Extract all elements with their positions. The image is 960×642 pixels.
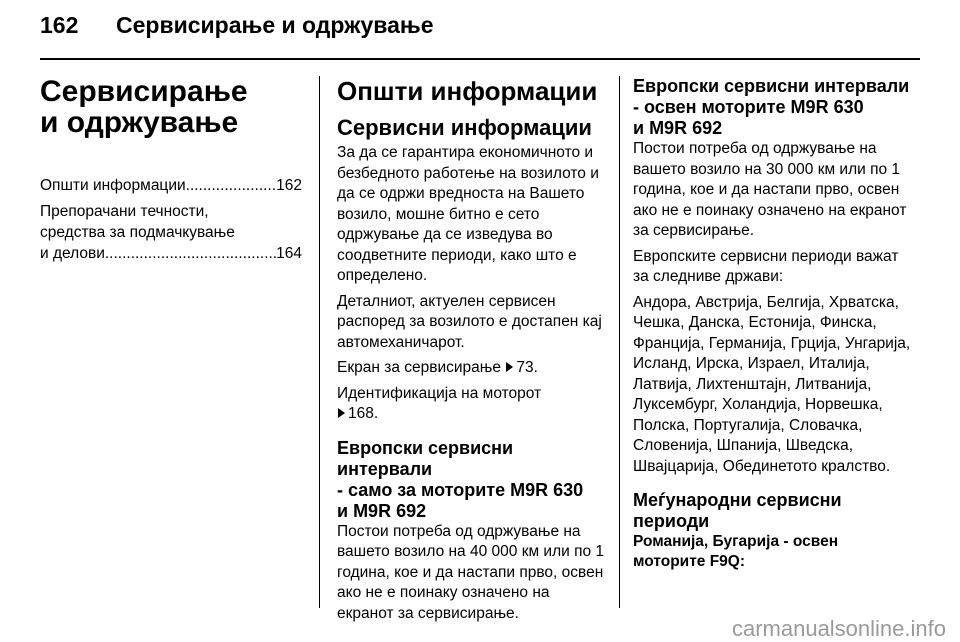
- running-title: Сервисирање и одржување: [116, 12, 434, 38]
- cross-reference-paragraph: Идентификација на моторот 168.: [337, 384, 542, 422]
- page-number: 162: [40, 12, 79, 38]
- toc-entry-label: Општи информации: [40, 177, 186, 194]
- column-divider-2: [619, 76, 620, 608]
- general-info-column: [337, 76, 607, 629]
- column-divider-1: [319, 76, 320, 608]
- paragraph: Постои потреба од одржување на вашето возило на 40 000 км или по 1 година, кое и да настапи прво, освен ако не е поинаку означено на екранот за сервисирање.: [337, 522, 605, 622]
- subsection-heading: Сервисни информации: [337, 115, 592, 140]
- paragraph: За да се гарантира економичното и безбедното работење на возилото и да се одржи вредноста на Вашето возило, мошне битно е сето одржување да се изведува во соодветните периоди, како што е определено.: [337, 144, 599, 284]
- paragraph: Европските сервисни периоди важат за следниве држави:: [633, 247, 899, 285]
- page-reference-link[interactable]: 73.: [516, 359, 538, 376]
- section-heading: Европски сервисни интервали - освен моторите M9R 630 и M9R 692: [633, 76, 910, 138]
- toc-leader: [186, 175, 276, 196]
- section-heading: Општи информации: [337, 76, 598, 106]
- page-reference-link[interactable]: 168.: [348, 405, 379, 422]
- toc-entry-label: Препорачани течности,: [40, 203, 209, 220]
- intervals-column: [633, 76, 917, 572]
- page-reference-icon: [506, 362, 513, 372]
- toc-entry-label: средства за подмачкување: [40, 224, 235, 241]
- header-divider: [40, 58, 920, 60]
- page-reference-icon: [338, 408, 345, 418]
- subsection-heading: Романија, Бугарија - освен моторите F9Q:: [633, 533, 839, 570]
- chapter-title: Сервисирање и одржување: [40, 75, 248, 139]
- toc-entry-fluids[interactable]: [40, 201, 302, 264]
- toc-entry-general-info[interactable]: [40, 175, 302, 196]
- paragraph: Постои потреба од одржување на вашето возило на 30 000 км или по 1 година, кое и да настапи прво, освен ако не е поинаку означено на екранот за сервисирање.: [633, 140, 907, 239]
- section-heading: Меѓународни сервисни периоди: [633, 490, 842, 531]
- toc-page-number: 164: [276, 245, 302, 262]
- chapter-column: [40, 76, 302, 269]
- toc-page-number: 162: [276, 177, 302, 194]
- toc-leader: [105, 243, 276, 264]
- watermark: carmanualsonline.info: [731, 616, 946, 641]
- country-list: Андора, Австрија, Белгија, Хрватска, Чешка, Данска, Естонија, Финска, Франција, Германија, Грција, Унгарија, Исланд, Ирска, Израел, Италија, Латвија, Лихтенштајн, Литванија, Луксембург, Холандија, Норвешка, Полска, Португалија, Словачка, Словенија, Шпанија, Шведска, Швајцарија, Обединетото кралство.: [633, 293, 911, 475]
- section-heading: Европски сервисни интервали - само за моторите M9R 630 и M9R 692: [337, 437, 584, 521]
- toc-entry-label: и делови: [40, 245, 105, 262]
- cross-reference-paragraph: Екран за сервисирање 73.: [337, 359, 538, 376]
- paragraph: Деталниот, актуелен сервисен распоред за возилото е достапен кај автомеханичарот.: [337, 292, 602, 351]
